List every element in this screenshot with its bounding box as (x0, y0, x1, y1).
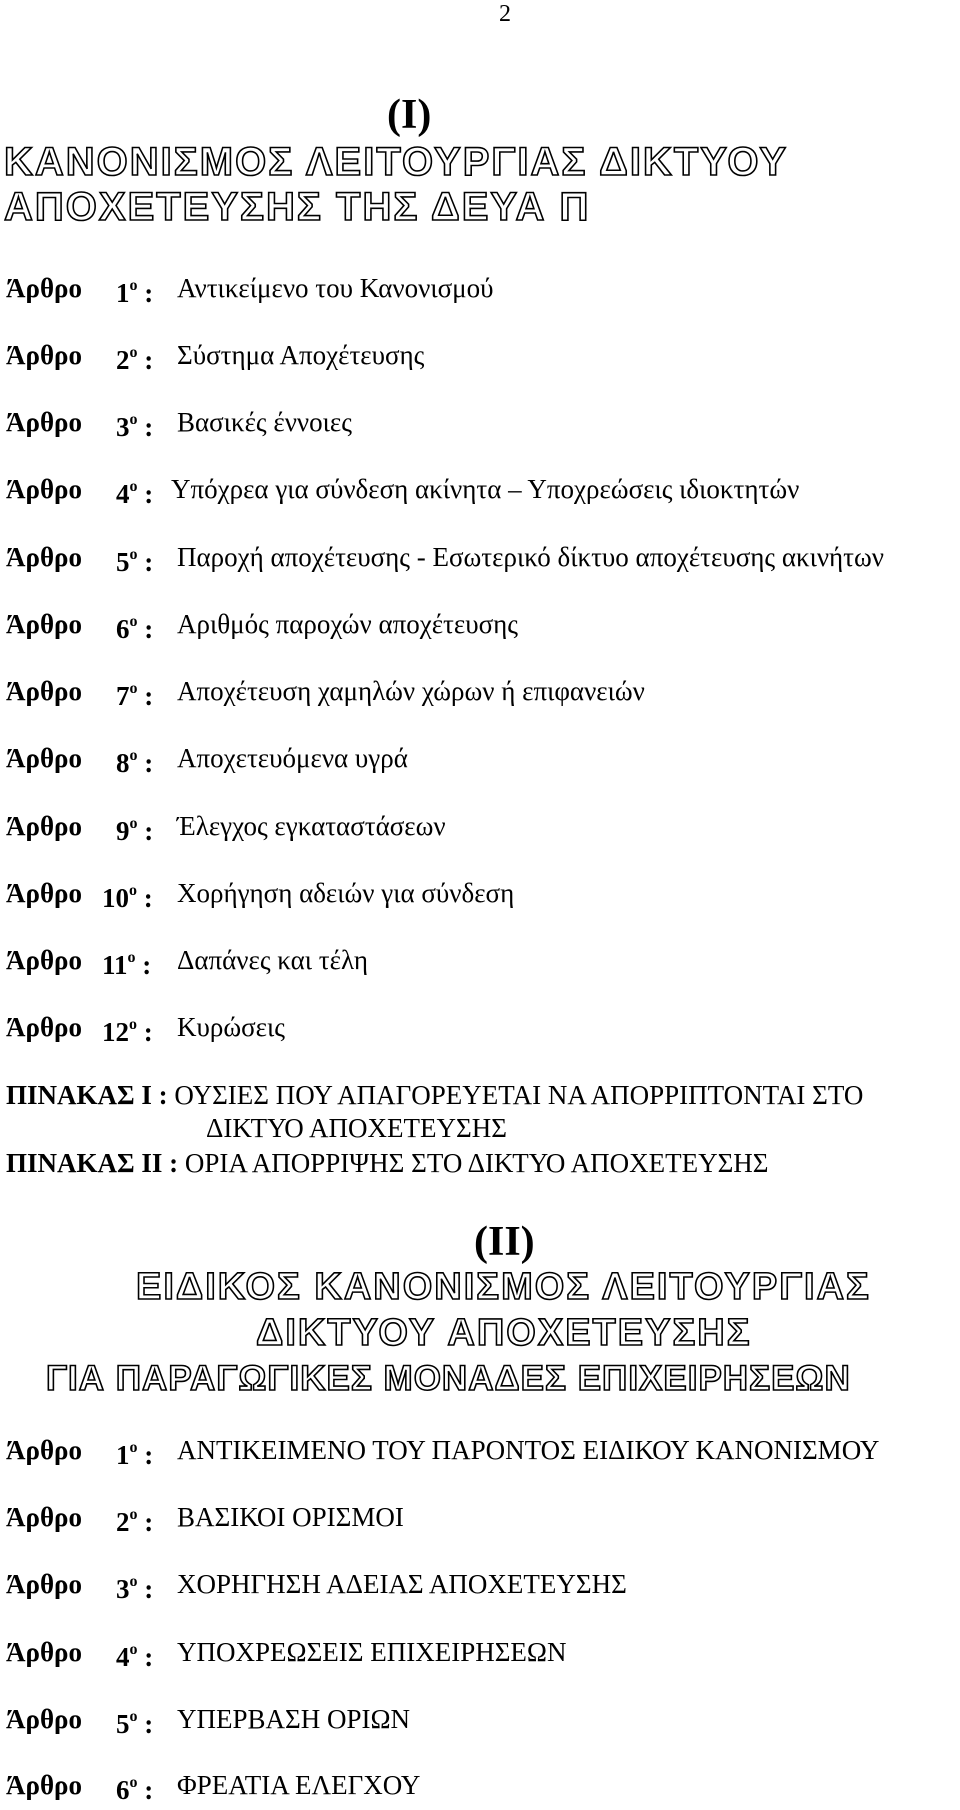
article-number: $1^o$ : (116, 277, 154, 308)
article-title: Αποχέτευση χαμηλών χώρων ή επιφανειών (177, 676, 645, 706)
table2-text: ΟΡΙΑ ΑΠΟΡΡΙΨΗΣ ΣΤΟ ΔΙΚΤΥΟ ΑΠΟΧΕΤΕΥΣΗΣ (184, 1148, 769, 1178)
article-number: $3^o$ : (116, 411, 154, 442)
part1-label: (I) (387, 92, 432, 138)
table1-text: ΟΥΣΙΕΣ ΠΟΥ ΑΠΑΓΟΡΕΥΕΤΑΙ ΝΑ ΑΠΟΡΡΙΠΤΟΝΤΑΙ ΣΤΟ (174, 1080, 864, 1110)
article-number: $1^o$ : (116, 1439, 154, 1470)
article-title: ΦΡΕΑΤΙΑ ΕΛΕΓΧΟΥ (177, 1770, 421, 1800)
article-number: $5^o$ : (116, 1708, 154, 1739)
article-title: Χορήγηση αδειών για σύνδεση (177, 878, 515, 908)
article-label: Άρθρο (6, 1569, 82, 1599)
table2-label: ΠΙΝΑΚΑΣ ΙΙ : (6, 1148, 179, 1178)
article-number: $6^o$ : (116, 1774, 154, 1805)
article-title: Δαπάνες και τέλη (177, 945, 368, 975)
article-title: Κυρώσεις (177, 1012, 285, 1042)
article-number: $5^o$ : (116, 546, 154, 577)
article-label: Άρθρο (6, 878, 82, 908)
article-label: Άρθρο (6, 1012, 82, 1042)
part1-title-line2: ΑΠΟΧΕΤΕΥΣΗΣ ΤΗΣ ΔΕΥΑ Π (4, 185, 591, 229)
article-label: Άρθρο (6, 407, 82, 437)
article-number: $6^o$ : (116, 613, 154, 644)
article-number: $8^o$ : (116, 747, 154, 778)
article-number: $3^o$ : (116, 1573, 154, 1604)
article-number: $7^o$ : (116, 680, 154, 711)
article-number: $11^o$ : (102, 949, 152, 980)
article-label: Άρθρο (6, 945, 82, 975)
article-label: Άρθρο (6, 1704, 82, 1734)
article-label: Άρθρο (6, 743, 82, 773)
part2-label: (II) (474, 1219, 535, 1265)
article-label: Άρθρο (6, 474, 82, 504)
table2-entry (6, 1147, 769, 1179)
article-label: Άρθρο (6, 542, 82, 572)
article-title: ΥΠΟΧΡΕΩΣΕΙΣ ΕΠΙΧΕΙΡΗΣΕΩΝ (177, 1637, 567, 1667)
article-label: Άρθρο (6, 609, 82, 639)
article-title: Παροχή αποχέτευσης - Εσωτερικό δίκτυο αποχέτευσης ακινήτων (177, 542, 884, 572)
table1-entry (6, 1079, 863, 1111)
article-title: Σύστημα Αποχέτευσης (177, 340, 425, 370)
article-title: Αριθμός παροχών αποχέτευσης (177, 609, 518, 639)
article-title: Αντικείμενο του Κανονισμού (177, 273, 494, 303)
article-label: Άρθρο (6, 1637, 82, 1667)
article-label: Άρθρο (6, 1502, 82, 1532)
article-title: Υπόχρεα για σύνδεση ακίνητα – Υποχρεώσεις ιδιοκτητών (171, 474, 800, 504)
article-label: Άρθρο (6, 676, 82, 706)
article-number: $9^o$ : (116, 815, 154, 846)
article-label: Άρθρο (6, 273, 82, 303)
page-number: 2 (499, 1, 511, 27)
article-label: Άρθρο (6, 340, 82, 370)
article-number: $4^o$ : (116, 1641, 154, 1672)
article-number: $2^o$ : (116, 344, 154, 375)
article-title: ΥΠΕΡΒΑΣΗ ΟΡΙΩΝ (177, 1704, 411, 1734)
part2-title-line2: ΔΙΚΤΥΟΥ ΑΠΟΧΕΤΕΥΣΗΣ (256, 1312, 752, 1354)
article-label: Άρθρο (6, 1435, 82, 1465)
article-label: Άρθρο (6, 811, 82, 841)
part1-title-line1: ΚΑΝΟΝΙΣΜΟΣ ΛΕΙΤΟΥΡΓΙΑΣ ΔΙΚΤΥΟΥ (4, 140, 789, 184)
article-title: ΒΑΣΙΚΟΙ ΟΡΙΣΜΟΙ (177, 1502, 404, 1532)
article-number: $4^o$ : (116, 478, 154, 509)
part2-title-line3: ΓΙΑ ΠΑΡΑΓΩΓΙΚΕΣ ΜΟΝΑΔΕΣ ΕΠΙΧΕΙΡΗΣΕΩΝ (46, 1359, 851, 1398)
part2-title-line1: ΕΙΔΙΚΟΣ ΚΑΝΟΝΙΣΜΟΣ ΛΕΙΤΟΥΡΓΙΑΣ (136, 1266, 871, 1308)
article-number: $10^o$ : (102, 882, 153, 913)
article-title: Αποχετευόμενα υγρά (177, 743, 408, 773)
table1-label: ΠΙΝΑΚΑΣ Ι : (6, 1080, 168, 1110)
article-title: ΑΝΤΙΚΕΙΜΕΝΟ ΤΟΥ ΠΑΡΟΝΤΟΣ ΕΙΔΙΚΟΥ ΚΑΝΟΝΙΣΜΟΥ (177, 1435, 880, 1465)
article-number: $12^o$ : (102, 1016, 153, 1047)
article-title: Βασικές έννοιες (177, 407, 352, 437)
article-title: Έλεγχος εγκαταστάσεων (177, 811, 446, 841)
table1-continuation: ΔΙΚΤΥΟ ΑΠΟΧΕΤΕΥΣΗΣ (206, 1113, 507, 1143)
article-label: Άρθρο (6, 1770, 82, 1800)
article-number: $2^o$ : (116, 1506, 154, 1537)
article-title: ΧΟΡΗΓΗΣΗ ΑΔΕΙΑΣ ΑΠΟΧΕΤΕΥΣΗΣ (177, 1569, 627, 1599)
